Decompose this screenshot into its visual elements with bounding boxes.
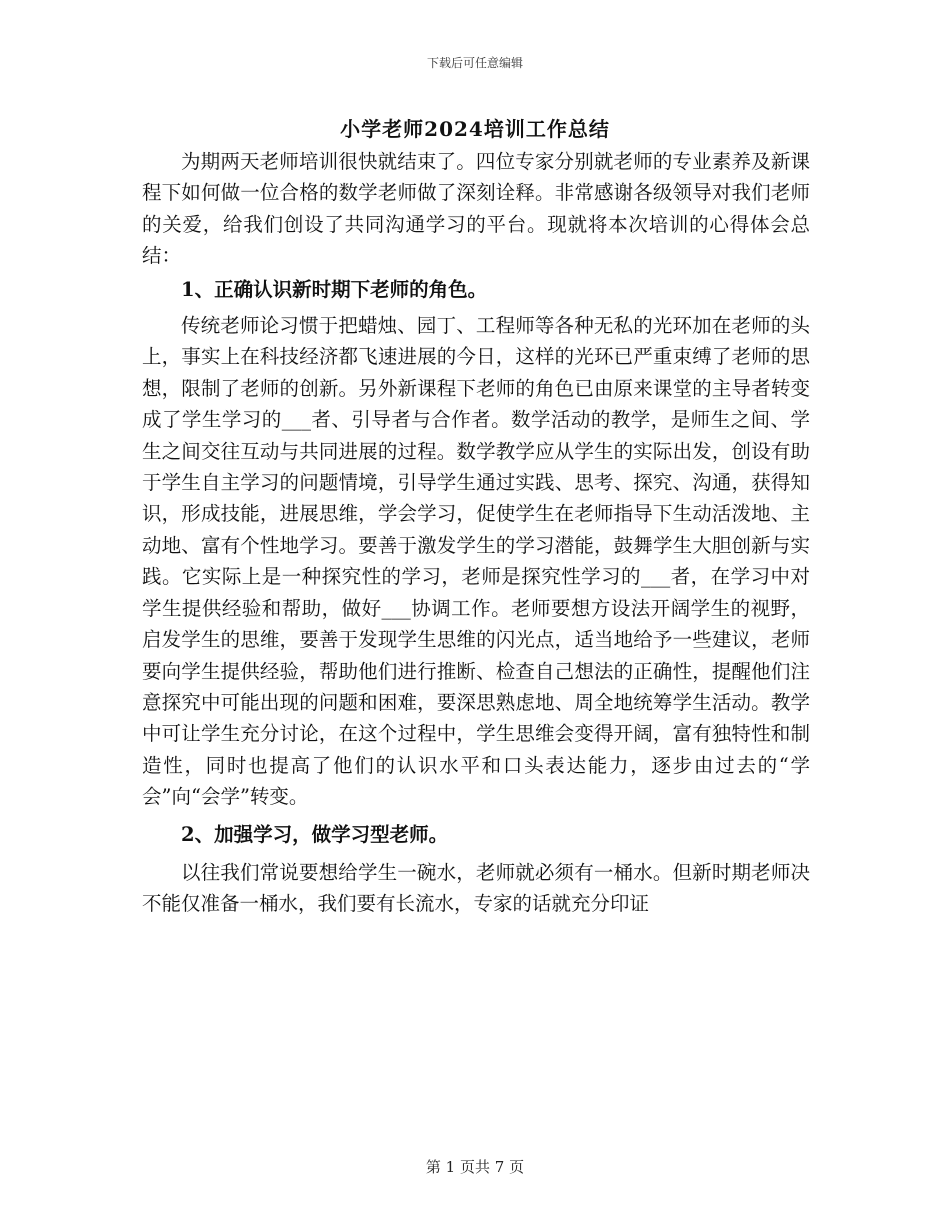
section-heading-1: 1、正确认识新时期下老师的角色。	[181, 277, 488, 301]
section-1-paragraph: 传统老师论习惯于把蜡烛、园丁、工程师等各种无私的光环加在老师的头上，事实上在科技经济都飞速进展的今日，这样的光环已严重束缚了老师的思想，限制了老师的创新。另外新课程下老师的角色已由原来课堂的主导者转变成了学生学习的___者、引导者与合作者。数学活动的教学，是师生之间、学生之间交往互动与共同进展的过程。数学教学应从学生的实际出发，创设有助于学生自主学习的问题情境，引导学生通过实践、思考、探究、沟通，获得知识，形成技能，进展思维，学会学习，促使学生在老师指导下生动活泼地、主动地、富有个性地学习。要善于激发学生的学习潜能，鼓舞学生大胆创新与实践。它实际上是一种探究性的学习，老师是探究性学习的___者，在学习中对学生提供经验和帮助，做好___协调工作。老师要想方设法开阔学生的视野，启发学生的思维，要善于发现学生思维的闪光点，适当地给予一些建议，老师要向学生提供经验，帮助他们进行推断、检查自己想法的正确性，提醒他们注意探究中可能出现的问题和困难，要深思熟虑地、周全地统筹学生活动。教学中可让学生充分讨论，在这个过程中，学生思维会变得开阔，富有独特性和制造性，同时也提高了他们的认识水平和口头表达能力，逐步由过去的“学会”向“会学”转变。	[142, 314, 810, 809]
page-header-note: 下载后可任意编辑	[426, 56, 523, 70]
intro-paragraph: 为期两天老师培训很快就结束了。四位专家分别就老师的专业素养及新课程下如何做一位合格的数学老师做了深刻诠释。非常感谢各级领导对我们老师的关爱，给我们创设了共同沟通学习的平台。现就将本次培训的心得体会总结：	[142, 150, 810, 268]
document-title: 小学老师2024培训工作总结	[340, 117, 610, 141]
page-footer-number: 第 1 页共 7 页	[425, 1158, 525, 1176]
document-body	[142, 146, 810, 920]
section-2-paragraph: 以往我们常说要想给学生一碗水，老师就必须有一桶水。但新时期老师决不能仅准备一桶水，我们要有长流水，专家的话就充分印证	[142, 860, 810, 916]
section-heading-2: 2、加强学习，做学习型老师。	[181, 822, 449, 846]
